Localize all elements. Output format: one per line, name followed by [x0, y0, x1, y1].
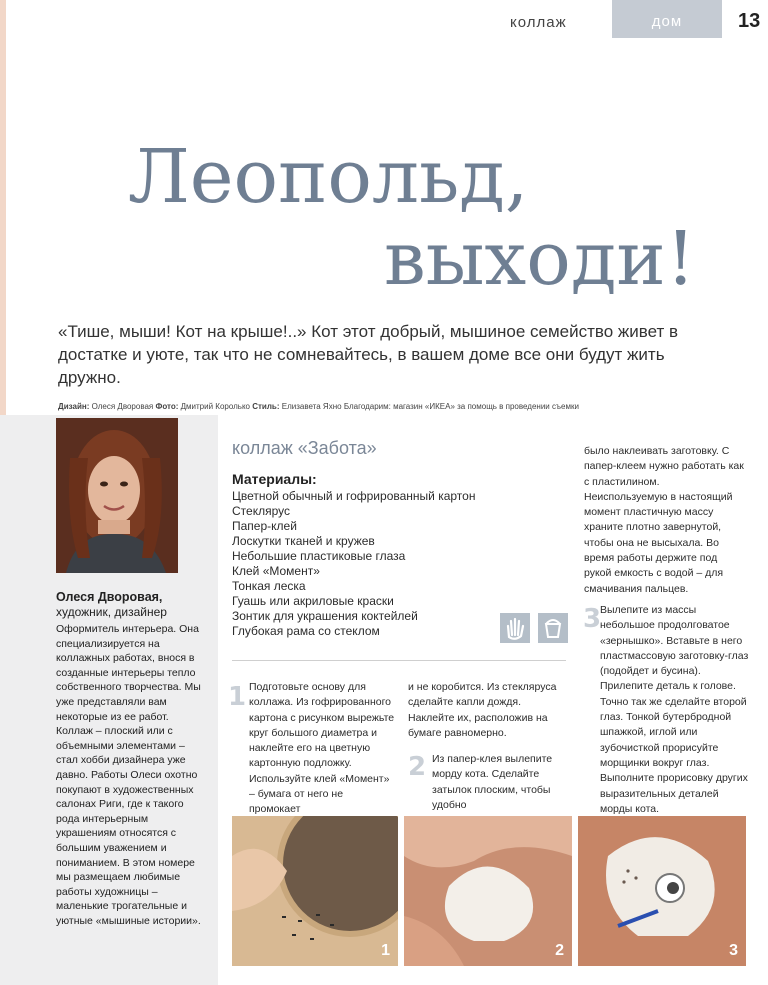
thanks-text: Благодарим: магазин «ИКЕА» за помощь в проведении съемки — [343, 402, 579, 411]
list-item: Клей «Момент» — [232, 564, 320, 578]
list-item: Зонтик для украшения коктейлей — [232, 609, 418, 623]
hand-icon — [500, 613, 530, 643]
author-role: художник, дизайнер — [56, 605, 167, 619]
step-photo-1 — [232, 816, 398, 966]
section-label: коллаж — [510, 14, 567, 31]
column-3-text: было наклеивать заготовку. С папер-клеем нужно работать как с пластилином. Неиспользуемую в настоящий момент пластичную массу храните плотно завернутой, чтобы она не высыхала. Во время работы держите под рукой емкость с водой – для смачивания пальцев. — [584, 445, 744, 595]
step-photo-2 — [404, 816, 572, 966]
list-item: Цветной обычный и гофрированный картон — [232, 489, 476, 503]
step-1-text: Подготовьте основу для коллажа. Из гофрированного картона с рисунком вырежьте круг большого диаметра и наклейте его на цветную картонную подложку. Используйте клей «Момент» – бумага от него не промокает — [249, 681, 395, 816]
author-photo — [56, 418, 178, 573]
title-line-1: Леопольд, — [128, 134, 529, 220]
project-subtitle: коллаж «Забота» — [232, 438, 377, 458]
title-line-2: выходи! — [384, 216, 696, 302]
step-3-number: 3 — [583, 604, 602, 634]
page-number: 13 — [738, 10, 761, 32]
design-value: Олеся Дворовая — [91, 402, 154, 411]
materials-heading: Материалы: — [232, 471, 317, 487]
bucket-icon — [538, 613, 568, 643]
step-1-continuation: и не коробится. Из стекляруса сделайте капли дождя. Наклейте их, расположив на бумаге равномерно. — [408, 681, 557, 739]
list-item: Лоскутки тканей и кружев — [232, 534, 375, 548]
list-item: Тонкая леска — [232, 579, 306, 593]
step-1-number: 1 — [228, 682, 247, 712]
style-value: Елизавета Яхно — [281, 402, 342, 411]
photo-2-label: 2 — [555, 942, 564, 959]
credits-line — [58, 402, 579, 411]
step-photo-3 — [578, 816, 746, 966]
photo-3-label: 3 — [729, 942, 738, 959]
category-tab: дом — [612, 0, 722, 38]
list-item: Гуашь или акриловые краски — [232, 594, 394, 608]
list-item: Глубокая рама со стеклом — [232, 624, 380, 638]
decorative-left-strip — [0, 0, 6, 415]
lead-paragraph: «Тише, мыши! Кот на крыше!..» Кот этот добрый, мышиное семейство живет в достатке и уюте, так что не сомневайтесь, в вашем доме все они будут жить дружно. — [58, 322, 679, 387]
list-item: Небольшие пластиковые глаза — [232, 549, 406, 563]
style-label: Стиль: — [252, 402, 280, 411]
photo-value: Дмитрий Королько — [180, 402, 250, 411]
step-2-number: 2 — [408, 752, 427, 782]
design-label: Дизайн: — [58, 402, 90, 411]
photo-1-label: 1 — [381, 942, 390, 959]
materials-list — [232, 489, 475, 639]
author-name: Олеся Дворовая, — [56, 590, 163, 604]
list-item: Стеклярус — [232, 504, 290, 518]
divider — [232, 660, 566, 661]
list-item: Папер-клей — [232, 519, 297, 533]
step-3-text: Вылепите из массы небольшое продолговатое «зернышко». Вставьте в него пластмассовую заготовку-глаз (подойдет и бусина). Прилепите деталь к голове. Точно так же сделайте второй глаз. Тонкой бутербродной шпажкой, иглой или зубочисткой прорисуйте морщинки вокруг глаз. Выполните прорисовку других выразительных деталей морды кота. — [600, 604, 749, 815]
photo-label: Фото: — [155, 402, 179, 411]
step-2-text: Из папер-клея вылепите морду кота. Сделайте затылок плоским, чтобы удобно — [432, 753, 553, 811]
author-bio-text: Оформитель интерьера. Она специализируется на коллажных работах, внося в созданные интерьеры тепло собственного творчества. Мы уже представляли вам некоторые из ее работ. Коллаж – плоский или с объемными элементами – стал хобби дизайнера уже давно. Работы Олеси охотно покупают в художественных салонах Риги, где к такого рода интерьерным украшениям относятся с большим уважением и пониманием. В этом номере мы размещаем любимые работы художницы – маленькие трогательные и уютные «мышиные истории». — [56, 623, 201, 927]
author-bio — [56, 590, 206, 928]
